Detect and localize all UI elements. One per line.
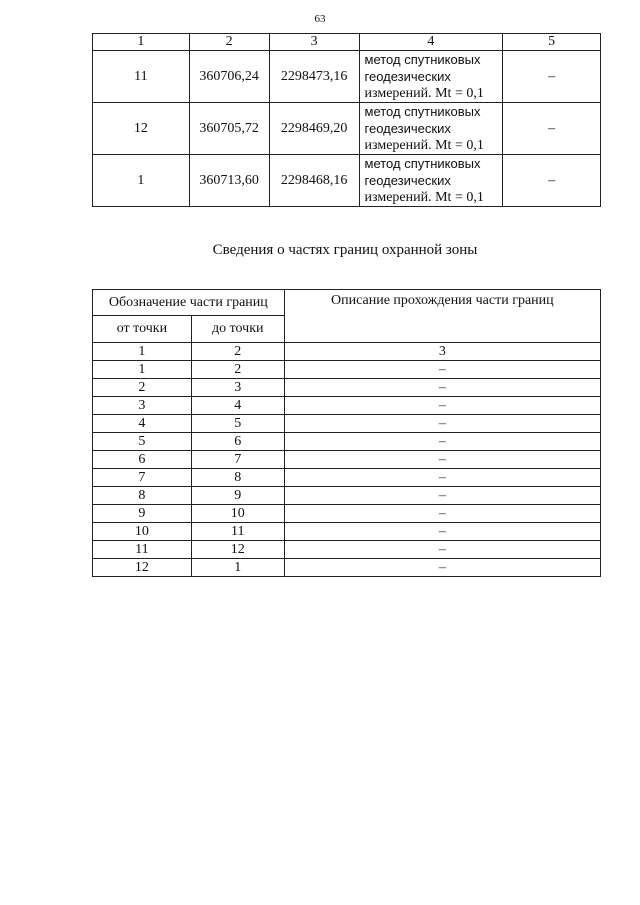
method-description (359, 103, 503, 155)
boundary-description: – (284, 397, 600, 415)
from-point: 10 (93, 523, 192, 541)
parts-header-row (93, 290, 601, 316)
section-heading: Сведения о частях границ охранной зоны (212, 242, 478, 258)
point-number: 1 (93, 155, 190, 207)
note-cell: – (503, 103, 601, 155)
table-row (93, 415, 601, 433)
point-number: 11 (93, 51, 190, 103)
boundary-description: – (284, 559, 600, 577)
column-number-5: 5 (503, 34, 601, 51)
point-number: 12 (93, 103, 190, 155)
to-point: 10 (191, 505, 284, 523)
from-point-header: от точки (93, 316, 192, 343)
method-line: геодезических (364, 69, 451, 84)
to-point: 4 (191, 397, 284, 415)
coordinates-header-row (93, 34, 601, 51)
method-description (359, 155, 503, 207)
table-row (93, 541, 601, 559)
table-row (93, 103, 601, 155)
from-point: 7 (93, 469, 192, 487)
boundary-part-designation-header: Обозначение части границ (93, 290, 285, 316)
to-point: 6 (191, 433, 284, 451)
column-number-4: 4 (359, 34, 503, 51)
y-coordinate: 2298473,16 (269, 51, 359, 103)
boundary-description: – (284, 469, 600, 487)
boundary-description: – (284, 541, 600, 559)
boundary-description: – (284, 433, 600, 451)
to-point: 7 (191, 451, 284, 469)
boundary-description-header: Описание прохождения части границ (284, 290, 600, 343)
boundary-description: – (284, 361, 600, 379)
column-number-3: 3 (284, 343, 600, 361)
page-number: 63 (314, 13, 326, 25)
table-row (93, 469, 601, 487)
table-row (93, 451, 601, 469)
boundary-description: – (284, 415, 600, 433)
table-row (93, 155, 601, 207)
table-row (93, 559, 601, 577)
boundary-description: – (284, 451, 600, 469)
table-row (93, 433, 601, 451)
column-number-2: 2 (189, 34, 269, 51)
column-number-row (93, 343, 601, 361)
y-coordinate: 2298468,16 (269, 155, 359, 207)
method-line: измерений. Mt = 0,1 (364, 86, 484, 101)
from-point: 9 (93, 505, 192, 523)
from-point: 6 (93, 451, 192, 469)
from-point: 2 (93, 379, 192, 397)
table-row (93, 523, 601, 541)
method-line: метод спутниковых (364, 104, 481, 119)
to-point: 1 (191, 559, 284, 577)
table-row (93, 379, 601, 397)
to-point: 9 (191, 487, 284, 505)
y-coordinate: 2298469,20 (269, 103, 359, 155)
method-line: метод спутниковых (364, 156, 481, 171)
boundary-parts-table (92, 289, 601, 577)
coordinates-table (92, 33, 601, 207)
method-line: измерений. Mt = 0,1 (364, 138, 484, 153)
method-line: метод спутниковых (364, 52, 481, 67)
column-number-2: 2 (191, 343, 284, 361)
from-point: 12 (93, 559, 192, 577)
column-number-3: 3 (269, 34, 359, 51)
boundary-description: – (284, 505, 600, 523)
from-point: 5 (93, 433, 192, 451)
x-coordinate: 360705,72 (189, 103, 269, 155)
column-number-1: 1 (93, 34, 190, 51)
note-cell: – (503, 51, 601, 103)
boundary-description: – (284, 487, 600, 505)
from-point: 4 (93, 415, 192, 433)
table-row (93, 361, 601, 379)
to-point: 2 (191, 361, 284, 379)
method-line: измерений. Mt = 0,1 (364, 190, 484, 205)
parts-table-body (93, 361, 601, 577)
to-point: 5 (191, 415, 284, 433)
method-description (359, 51, 503, 103)
to-point: 8 (191, 469, 284, 487)
from-point: 11 (93, 541, 192, 559)
boundary-description: – (284, 379, 600, 397)
from-point: 8 (93, 487, 192, 505)
table-row (93, 487, 601, 505)
note-cell: – (503, 155, 601, 207)
to-point: 12 (191, 541, 284, 559)
method-line: геодезических (364, 173, 451, 188)
to-point: 11 (191, 523, 284, 541)
from-point: 3 (93, 397, 192, 415)
from-point: 1 (93, 361, 192, 379)
to-point-header: до точки (191, 316, 284, 343)
x-coordinate: 360706,24 (189, 51, 269, 103)
to-point: 3 (191, 379, 284, 397)
x-coordinate: 360713,60 (189, 155, 269, 207)
column-number-1: 1 (93, 343, 192, 361)
method-line: геодезических (364, 121, 451, 136)
table-row (93, 51, 601, 103)
boundary-description: – (284, 523, 600, 541)
table-row (93, 397, 601, 415)
table-row (93, 505, 601, 523)
